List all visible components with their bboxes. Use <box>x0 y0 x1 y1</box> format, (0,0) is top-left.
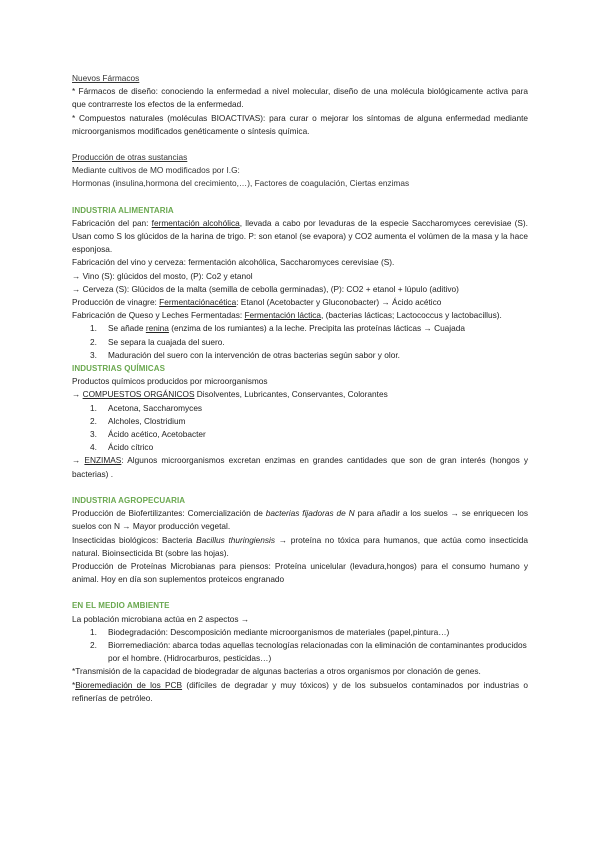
otras-line1: Mediante cultivos de MO modificados por I.G: <box>72 165 240 176</box>
compuestos-organicos: COMPUESTOS ORGÁNICOS <box>82 389 195 400</box>
farmacos-section <box>72 72 528 85</box>
ambiente-line1: La población microbiana actúa en 2 aspectos → <box>72 613 250 624</box>
alimentaria-cerveza: → Cerveza (S): Glúcidos de la malta (semilla de cebolla germinadas), (P): CO2 + etanol + lúpulo (aditivo) <box>72 283 459 294</box>
farmacos-naturales: * Compuestos naturales (moléculas BIOACTIVAS): para curar o mejorar los síntomas de alguna enfermedad mediante microorganismos modificados genéticamente o síntesis química. <box>72 112 528 136</box>
alimentaria-pan: Fabricación del pan: fermentación alcohólica, llevada a cabo por levaduras de la especie Saccharomyces cerevisiae (S). Usan como S los glúcidos de la harina de trigo. P: son etanol (se evapora) y CO2 aumenta el volúmen de la masa y la hace esponjosa. <box>72 217 528 255</box>
queso-steps <box>72 322 528 362</box>
ambiente-transmision: *Transmisión de la capacidad de biodegradar de algunas bacterias a otros organismos por clonación de genes. <box>72 666 481 677</box>
vinagre-fermentacion: Fermentaciónacética <box>159 297 237 308</box>
ambiente-list <box>72 626 528 666</box>
enzimas-term: ENZIMAS <box>84 455 122 466</box>
alimentaria-vino-detalle: → Vino (S): glúcidos del mosto, (P): Co2 y etanol <box>72 270 253 281</box>
list-item: 2. Alcholes, Clostridium <box>90 415 186 426</box>
list-item: 1. Se añade renina (enzima de los rumiantes) a la leche. Precipita las proteínas lácticas → Cuajada <box>90 323 465 334</box>
list-item: 3. Ácido acético, Acetobacter <box>90 429 206 440</box>
quimicas-title: INDUSTRIAS QUÍMICAS <box>72 364 166 374</box>
queso-fermentacion: Fermentación láctica <box>244 310 322 321</box>
otras-title: Producción de otras sustancias <box>72 152 188 163</box>
list-item: 1. Biodegradación: Descomposición mediante microorganismos de materiales (papel,pintura…) <box>90 626 450 637</box>
quimicas-line1: Productos químicos producidos por microorganismos <box>72 376 268 387</box>
list-item: 2. Se separa la cuajada del suero. <box>90 336 225 347</box>
renina-term: renina <box>145 323 169 334</box>
alimentaria-queso: Fabricación de Queso y Leches Fermentadas: Fermentación láctica, (bacterias lácticas; Lactococcus y lactobacillus). <box>72 310 502 321</box>
agro-biofertilizantes: Producción de Biofertilizantes: Comercialización de bacterias fijadoras de N para añadir a los suelos → se enriquecen los suelos con N → Mayor producción vegetal. <box>72 508 528 532</box>
agro-title: INDUSTRIA AGROPECUARIA <box>72 495 186 505</box>
ambiente-title: EN EL MEDIO AMBIENTE <box>72 601 170 611</box>
agro-proteinas: Producción de Proteínas Microbianas para piensos: Proteína unicelular (levadura,hongos) para el consumo humano y animal. Hoy en día son suplementos proteicos engranado <box>72 560 528 585</box>
farmacos-title: Nuevos Fármacos <box>72 73 140 83</box>
alimentaria-vino: Fabricación del vino y cerveza: fermentación alcohólica, Saccharomyces cerevisiae (S). <box>72 257 395 268</box>
bacterias-fijadoras: bacterias fijadoras de N <box>265 508 355 519</box>
agro-insecticidas: Insecticidas biológicos: Bacteria Bacillus thuringiensis → proteína no tóxica para humanos, que actúa como insecticida natural. Bioinsecticida Bt (sobre las hojas). <box>72 534 529 558</box>
farmacos-diseno: * Fármacos de diseño: conociendo la enfermedad a nivel molecular, diseño de una molécula biológicamente activa para que contrarreste los efectos de la enfermedad. <box>72 86 528 110</box>
list-item: 4. Ácido cítrico <box>90 442 154 453</box>
list-item: 2. Biorremediación: abarca todas aquellas tecnologías relacionadas con la eliminación de contaminantes producidos por el hombre. (Hidrocarburos, pesticidas…) <box>90 639 527 664</box>
quimicas-enzimas: → ENZIMAS: Algunos microorganismos excretan enzimas en grandes cantidades que son de gran interés (hongos y bacterias) . <box>72 455 529 479</box>
bacillus-name: Bacillus thuringiensis <box>196 534 276 545</box>
quimicas-list <box>72 402 528 455</box>
alimentaria-vinagre: Producción de vinagre: Fermentaciónacética: Etanol (Acetobacter y Gluconobacter) → Ácido acético <box>72 297 442 308</box>
ambiente-pcb: *Bioremediación de los PCB (difíciles de degradar y muy tóxicos) y de los subsuelos contaminados por industrias o refinerías de petróleo. <box>72 679 528 703</box>
alimentaria-title: INDUSTRIA ALIMENTARIA <box>72 205 174 215</box>
quimicas-compuestos: → COMPUESTOS ORGÁNICOS Disolventes, Lubricantes, Conservantes, Colorantes <box>72 389 388 400</box>
document-page <box>72 72 528 705</box>
list-item: 1. Acetona, Saccharomyces <box>90 402 203 413</box>
otras-line2: Hormonas (insulina,hormona del crecimiento,…), Factores de coagulación, Ciertas enzimas <box>72 178 410 189</box>
bioremediacion-pcb: Bioremediación de los PCB <box>75 679 183 690</box>
pan-fermentacion: fermentación alcohólica <box>151 217 240 228</box>
list-item: 3. Maduración del suero con la intervención de otras bacterias según sabor y olor. <box>90 349 400 360</box>
